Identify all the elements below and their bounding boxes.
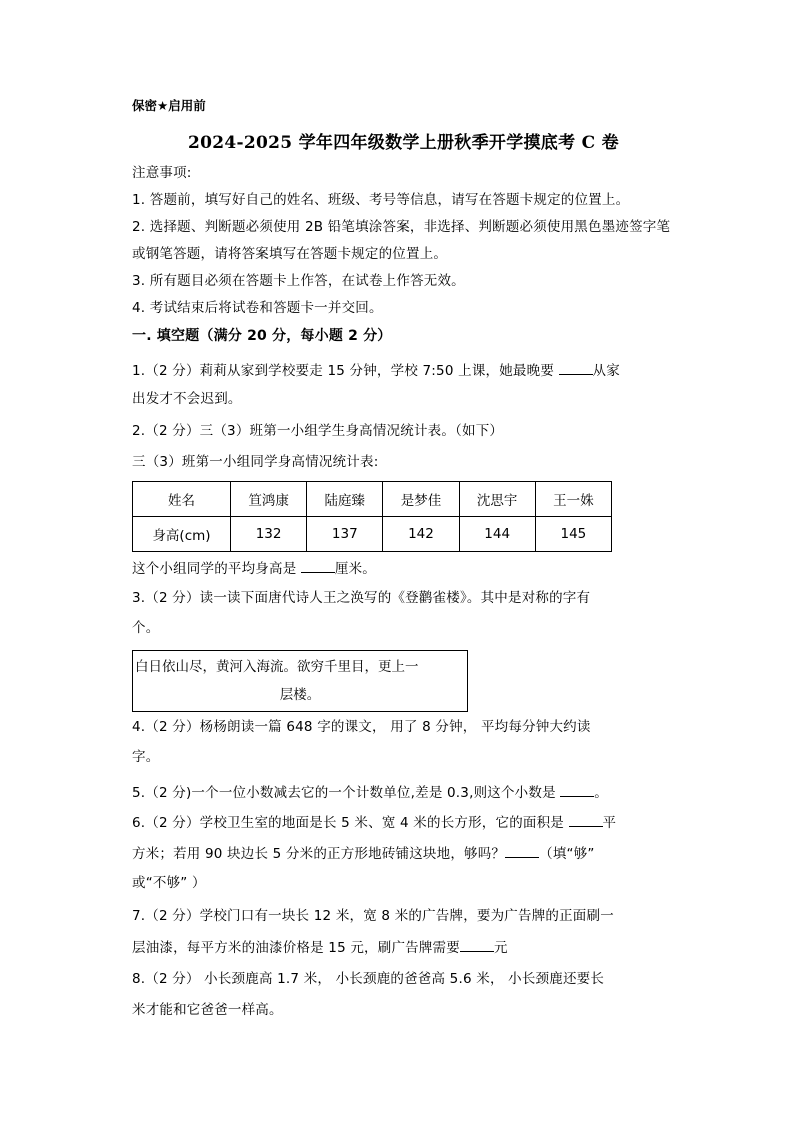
question-3: 3.（2 分）读一读下面唐代诗人王之涣写的《登鹳雀楼》。其中是对称的字有	[132, 590, 591, 606]
q1-text-tail: 从家	[592, 363, 620, 379]
height-table	[132, 481, 612, 552]
question-4: 4.（2 分）杨杨朗读一篇 648 字的课文， 用了 8 分钟， 平均每分钟大约读	[132, 719, 591, 735]
q4-continuation: 字。	[132, 749, 160, 765]
poem-line-2: 层楼。	[279, 687, 321, 703]
q6-continuation-2: 或“不够” ）	[132, 875, 206, 891]
table-cell: 王一姝	[535, 482, 611, 517]
q2-text-tail: 厘米。	[334, 561, 377, 577]
q2-question	[132, 558, 376, 578]
answer-blank	[505, 843, 539, 858]
q5-text: 5.（2 分)一个一位小数减去它的一个计数单位,差是 0.3,则这个小数是	[132, 785, 561, 801]
notes-heading: 注意事项:	[132, 165, 192, 181]
q7-continuation	[132, 937, 508, 957]
confidential-label: 保密★启用前	[132, 98, 206, 113]
q2-text: 这个小组同学的平均身高是	[132, 561, 301, 577]
table-cell: 145	[535, 517, 611, 552]
section-heading: 一. 填空题（满分 20 分，每小题 2 分）	[132, 328, 392, 344]
exam-title: 2024-2025 学年四年级数学上册秋季开学摸底考 C 卷	[188, 133, 619, 153]
q1-text: 1.（2 分）莉莉从家到学校要走 15 分钟，学校 7:50 上课，她最晚要	[132, 363, 559, 379]
table-cell: 笪鸿康	[231, 482, 307, 517]
answer-blank	[301, 558, 335, 573]
question-1	[132, 360, 620, 380]
table-cell: 137	[307, 517, 383, 552]
table-caption: 三（3）班第一小组同学身高情况统计表:	[132, 454, 379, 470]
question-7: 7.（2 分）学校门口有一块长 12 米，宽 8 米的广告牌，要为广告牌的正面刷一	[132, 908, 614, 924]
table-header-cell: 身高(cm)	[133, 517, 231, 552]
note-2b: 或钢笔答题，请将答案填写在答题卡规定的位置上。	[132, 246, 448, 262]
answer-blank	[460, 937, 494, 952]
q1-continuation: 出发才不会迟到。	[132, 391, 242, 407]
table-cell: 142	[383, 517, 459, 552]
table-row	[133, 517, 612, 552]
q6-text-tail: 平	[602, 815, 617, 831]
note-2a: 2. 选择题、判断题必须使用 2B 铅笔填涂答案，非选择、判断题必须使用黑色墨迹签字笔	[132, 219, 671, 235]
question-5	[132, 782, 608, 802]
q6-continuation	[132, 843, 595, 863]
q7-text: 层油漆，每平方米的油漆价格是 15 元，刷广告牌需要	[132, 940, 460, 956]
question-8: 8.（2 分） 小长颈鹿高 1.7 米， 小长颈鹿的爸爸高 5.6 米， 小长颈鹿还要长	[132, 971, 605, 987]
question-6	[132, 812, 616, 832]
q6-text-2: 方米；若用 90 块边长 5 分米的正方形地砖铺这块地，够吗？	[132, 846, 506, 862]
note-3: 3. 所有题目必须在答题卡上作答，在试卷上作答无效。	[132, 273, 465, 289]
table-cell: 132	[231, 517, 307, 552]
q7-text-tail: 元	[493, 940, 508, 956]
question-2: 2.（2 分）三（3）班第一小组学生身高情况统计表。（如下）	[132, 423, 504, 439]
table-cell: 是梦佳	[383, 482, 459, 517]
answer-blank	[559, 360, 593, 375]
table-cell: 陆庭臻	[307, 482, 383, 517]
q3-continuation: 个。	[132, 620, 160, 636]
q6-text: 6.（2 分）学校卫生室的地面是长 5 米、宽 4 米的长方形，它的面积是	[132, 815, 569, 831]
poem-box	[132, 650, 468, 712]
q5-text-tail: 。	[594, 785, 608, 801]
answer-blank	[569, 812, 603, 827]
table-header-cell: 姓名	[133, 482, 231, 517]
answer-blank	[560, 782, 594, 797]
note-1: 1. 答题前，填写好自己的姓名、班级、考号等信息，请写在答题卡规定的位置上。	[132, 192, 630, 208]
poem-line-1: 白日依山尽，黄河入海流。欲穷千里目，更上一	[135, 659, 419, 675]
note-4: 4. 考试结束后将试卷和答题卡一并交回。	[132, 300, 383, 316]
table-cell: 144	[459, 517, 535, 552]
q8-continuation: 米才能和它爸爸一样高。	[132, 1002, 283, 1018]
q6-text-2-tail: （填“够”	[539, 846, 595, 862]
table-row	[133, 482, 612, 517]
table-cell: 沈思宇	[459, 482, 535, 517]
